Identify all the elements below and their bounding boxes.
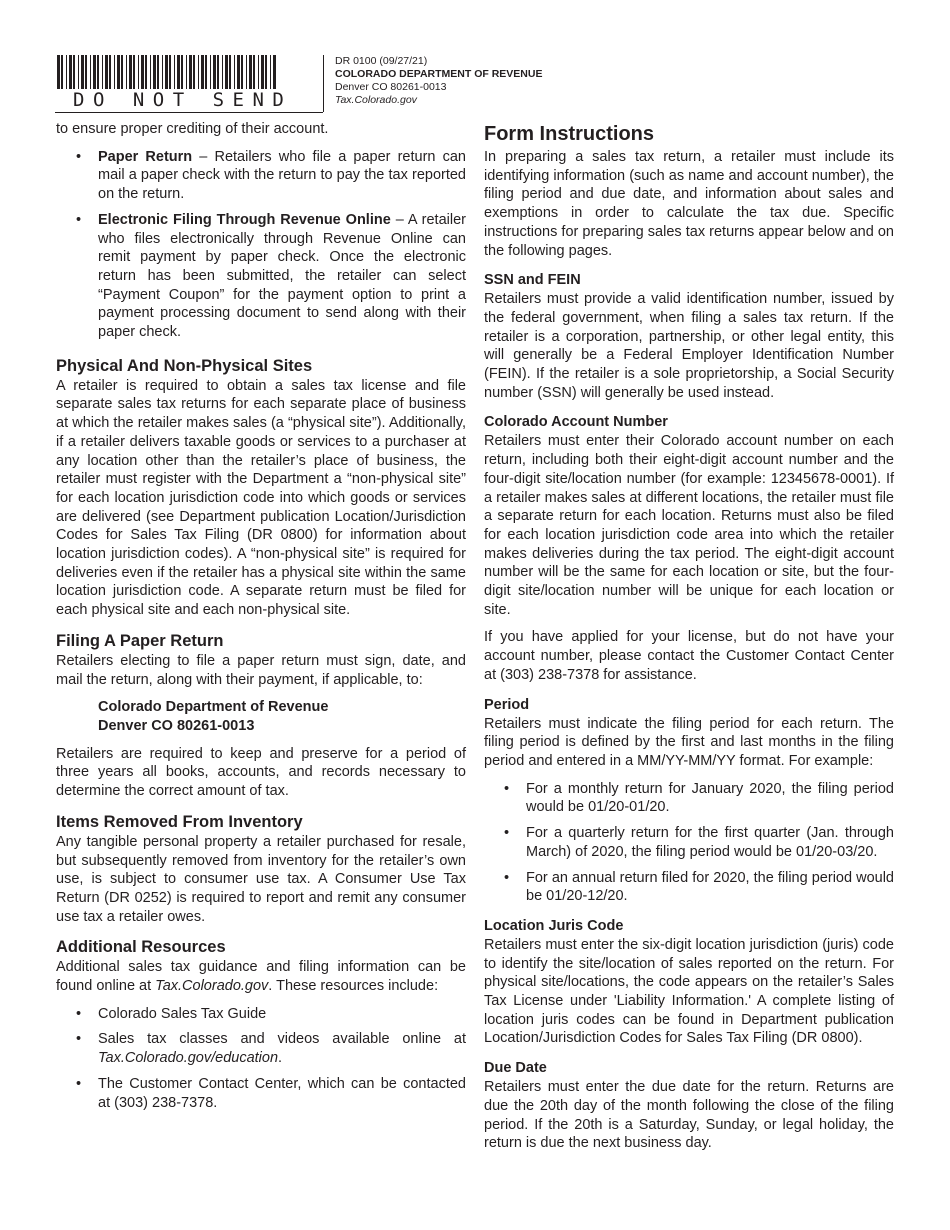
right-column [484, 122, 894, 1162]
form-header [335, 55, 542, 107]
list-item: • The Customer Contact Center, which can be contacted at (303) 238-7378. [56, 1075, 466, 1112]
list-item: • For a quarterly return for the first quarter (Jan. through March) of 2020, the filing period would be 01/20-03/20. [484, 824, 894, 861]
barcode-area [55, 55, 323, 113]
instructions-intro: In preparing a sales tax return, a retailer must include its identifying information (such as name and account number), the filing period and due date, and information about sales and exemptions in order to calculate the tax due. Specific instructions for preparing sales tax returns appear below and on the following pages. [484, 149, 894, 259]
department-address: Denver CO 80261-0013 [335, 81, 447, 93]
resources-list [56, 1005, 466, 1113]
list-item: • Electronic Filing Through Revenue Online – A retailer who files electronically through Revenue Online can remit payment by paper check. Once the electronic return has been submitted, the retailer can select “Payment Coupon” for the payment option to print a payment processing document to send along with their paper check. [56, 211, 466, 342]
barcode-image [57, 55, 279, 89]
account-paragraph-2: If you have applied for your license, but do not have your account number, please contact the Customer Contact Center at (303) 238-7378 for assistance. [484, 629, 894, 683]
ssn-paragraph: Retailers must provide a valid identification number, issued by the federal government, when filing a sales tax return. If the retailer is a corporation, partnership, or other legal entity, this will generally be a Federal Employer Identification Number (FEIN). If the retailer is a sole proprietorship, a Social Security number (SSN) will generally be used instead. [484, 291, 894, 401]
sites-heading: Physical And Non-Physical Sites [56, 356, 313, 375]
records-paragraph: Retailers are required to keep and preserve for a period of three years all books, accounts, and records necessary to determine the correct amount of tax. [56, 745, 466, 800]
form-instructions-title: Form Instructions [484, 123, 655, 145]
juris-heading: Location Juris Code [484, 917, 624, 934]
sites-paragraph: A retailer is required to obtain a sales tax license and file separate sales tax returns for each separate place of business at which the retailer makes sales (a “physical site”). Additionally, if a retailer delivers taxable goods or services to a purchaser at any location other than the retailer’s place of business, the retailer must register with the Department a “non-physical site” for each location jurisdiction code into which goods or services are delivered (see Department publication Location/Jurisdiction Codes for Sales Tax Filing (DR 0800) for information about location jurisdiction codes). A “non-physical site” is required for deliveries even if the retailer has a physical site within the same location jurisdiction code. A separate return must be filed for each physical site and each non-physical site. [56, 377, 466, 619]
left-column [56, 120, 466, 1120]
inventory-heading: Items Removed From Inventory [56, 812, 303, 831]
inventory-paragraph: Any tangible personal property a retailer purchased for resale, but subsequently removed from inventory for the retailer’s own use, is subject to consumer use tax. A Consumer Use Tax Return (DR 0252) is required to report and remit any consumer use tax a retailer owes. [56, 833, 466, 925]
period-heading: Period [484, 696, 530, 713]
paper-return-paragraph: Retailers electing to file a paper return must sign, date, and mail the return, along with their payment, if applicable, to: [56, 652, 466, 688]
header-divider [323, 55, 324, 112]
period-examples-list [484, 780, 894, 906]
list-item: • Paper Return – Retailers who file a paper return can mail a paper check with the return to pay the tax reported on the return. [56, 148, 466, 204]
form-number: DR 0100 (09/27/21) [335, 55, 428, 67]
account-paragraph: Retailers must enter their Colorado account number on each return, including both their eight-digit account number and the four-digit site/location number (for example: 12345678-0001). If a retailer makes sales at different locations, the retailer must file a separate return for each location. Returns must also be filed for each location jurisdiction code area into which the retailer makes deliveries during the tax period. The eight-digit account number will be the same for each location or site, but the four-digit site/location number will be unique for each location or site. [484, 433, 894, 618]
ssn-heading: SSN and FEIN [484, 272, 581, 289]
list-item: • For a monthly return for January 2020, the filing period would be 01/20-01/20. [484, 780, 894, 817]
tax-website-link[interactable]: Tax.Colorado.gov [155, 978, 269, 995]
department-website: Tax.Colorado.gov [335, 94, 417, 106]
list-item: • Colorado Sales Tax Guide [56, 1005, 466, 1024]
education-link[interactable]: Tax.Colorado.gov/education [98, 1050, 279, 1067]
account-heading: Colorado Account Number [484, 414, 668, 431]
do-not-send-label: DO NOT SEND [73, 89, 293, 111]
resources-heading: Additional Resources [56, 938, 226, 957]
department-name: COLORADO DEPARTMENT OF REVENUE [335, 68, 543, 80]
list-item: • For an annual return filed for 2020, the filing period would be 01/20-12/20. [484, 869, 894, 906]
juris-paragraph: Retailers must enter the six-digit location jurisdiction (juris) code to identify the site/location of sales reported on the return. For physical site/locations, the code appears on the retailer’s Sales Tax License under 'Liability Information.' A complete listing of location juris codes can be found in Department publication Location/Jurisdiction Codes for Sales Tax Filing (DR 0800). [484, 936, 894, 1047]
payment-method-list [56, 148, 466, 342]
period-paragraph: Retailers must indicate the filing period for each return. The filing period is defined by the first and last months in the filing period and entered in a MM/YY-MM/YY format. For example: [484, 715, 894, 769]
list-item: • Sales tax classes and videos available online at Tax.Colorado.gov/education. [56, 1030, 466, 1067]
due-date-heading: Due Date [484, 1060, 547, 1077]
resources-paragraph: Additional sales tax guidance and filing information can be found online at Tax.Colorado.gov. These resources include: [56, 959, 466, 995]
paper-return-heading: Filing A Paper Return [56, 631, 224, 650]
mailing-address: Colorado Department of Revenue Denver CO 80261-0013 [98, 699, 329, 734]
continued-intro: to ensure proper crediting of their account. [56, 121, 329, 137]
due-date-paragraph: Retailers must enter the due date for the return. Returns are due the 20th day of the month following the close of the filing period. If the 20th is a Saturday, Sunday, or legal holiday, the return is due the next business day. [484, 1079, 894, 1152]
